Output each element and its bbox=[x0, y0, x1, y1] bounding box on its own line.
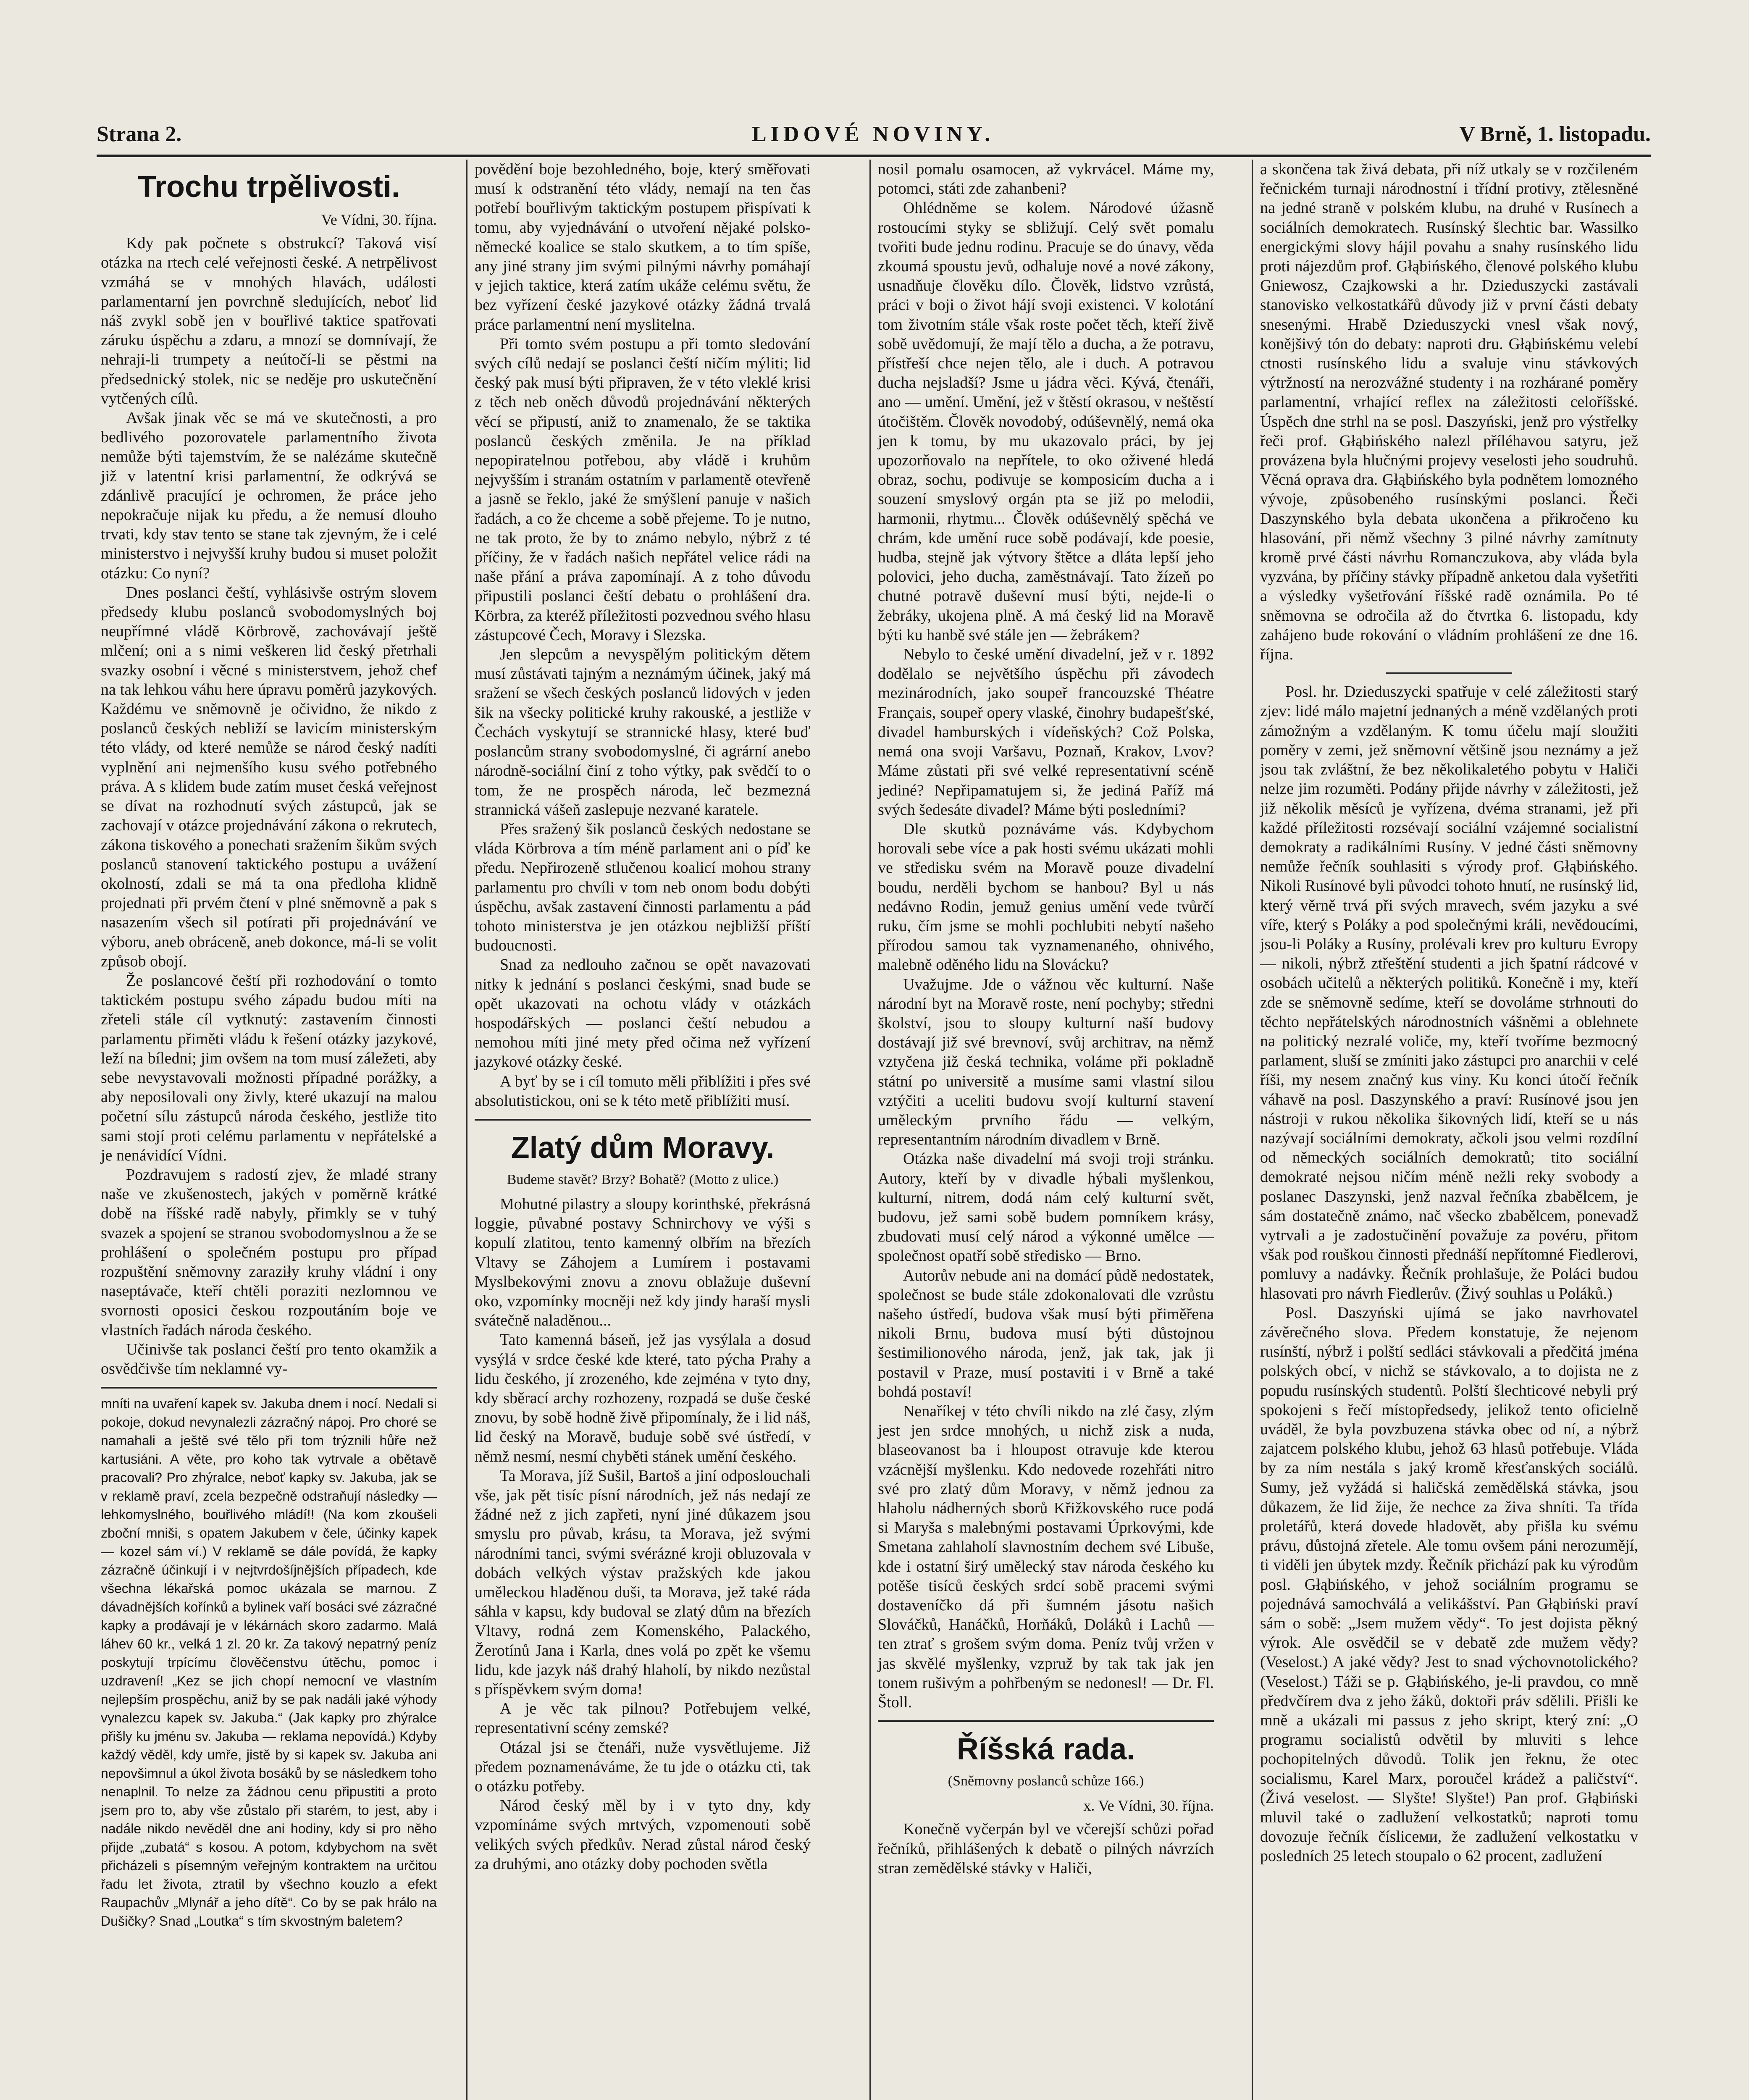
paragraph: Národ český měl by i v tyto dny, kdy vzpomínáme svých mrtvých, vzpomenouti sobě velikých svých předkův. Nerad zůstal národ český za druhými, ano otázky doby pochoden světla bbox=[475, 1797, 811, 1873]
column-3 bbox=[878, 160, 1214, 1878]
paragraph: Uvažujme. Jde o vážnou věc kulturní. Naše národní byt na Moravě roste, není pochyby; středni školství, jsou to sloupy kulturní naší budovy dostávají již své brevnoví, svůj architrav, na němž vztyčena již česká technika, voláme při pokladně státní po universitě a musíme sami vlastní silou vztýčiti a uceliti budovu svojí kulturní stavení uměleckým prvního řádu — velkým, representantním národním divadlem v Brně. bbox=[878, 975, 1214, 1149]
article-dateline: x. Ve Vídni, 30. října. bbox=[1083, 1797, 1214, 1814]
paragraph: Dnes poslanci čeští, vyhlásivše ostrým slovem předsedy klubu poslanců svobodomyslných boj neupřímné vládě Körbrově, zachovávají ještě mlčení; oni a s nimi veškeren lid český přetrhali svazky osobní i věcné s ministerstvem, jehož chef na tak lehkou váhu here úpravu poměrů jazykových. Každému ve sněmovně je očividno, že nikdo z poslanců českých nebliží se lavicím ministerským této vlády, od které nemůže se národ český nadíti vyplnění ani nejmenšího kusu svého potřebného práva. A s klidem bude zatím muset česká veřejnost se dívat na rozhodnutí svých zástupců, jak se zachovají v otázce projednávání zákona o rekrutech, zákona tiskového a ponechati sražením šikům svých poslanců stanovení taktického postupu a uvážení okolností, zdali se má ta ona předloha klidně projednati při prvém čtení v plné sněmovně a pak s nasazením všech sil potírati při projednávání ve výboru, aneb obráceně, aneb dokonce, má-li se volit způsob obojí. bbox=[101, 583, 437, 970]
column-rule bbox=[466, 160, 467, 2100]
column-rule bbox=[869, 160, 871, 2100]
section-divider bbox=[878, 1720, 1214, 1722]
page-header bbox=[97, 122, 1651, 155]
paragraph: Učinivše tak poslanci čeští pro tento okamžik a osvědčivše tím neklamné vy- bbox=[101, 1340, 437, 1378]
page-number: Strana 2. bbox=[97, 122, 182, 146]
paragraph: Posl. hr. Dzieduszycki spatřuje v celé záležitosti starý zjev: lidé málo majetní jednaných a méně vzdělaných proti zámožným a vzdělaným. K tomu účelu mají sloužiti poměry v zemi, jež sněmovní většině jsou neznámy a jež jsou tak zvláštní, že bez několikaletého pobytu v Haliči nelze jim rozuměti. Podány přijde návrhy v záležitosti, jež již několik měsíců je vyřízena, dvéma stranami, jež při každé příležitosti rozsévají sociální vzájemné socialistní demokraty a radikálními Rusíny. V jedné části sněmovny nemůže řečník souhlasiti s výrody prof. Głąbińského. Nikoli Rusínové byli původci tohoto hnutí, ne rusínský lid, který věrně trvá při svých mravech, svém jazyku a své víře, který s Poláky a pod společnými králi, nevědoucími, jsou-li Poláky a Rusíny, prolévali krev pro kulturu Evropy — nikoli, nýbrž ztřeštění studenti a jich špatní rádcové v osobách učitelů a některých politiků. Konečně i my, kteří zde se sněmovně sedíme, kteří se dovoláme strhnouti do těchto nepřátelských národnostních vášněmi a oblehnete na politický nezralé voliče, my, kteří tvoříme bezmocný parlament, sluší se zmíniti jako zástupci pro anarchii v celé říši, my nesem značný kus viny. Ku konci útočí řečník váhavě na posl. Daszynského a praví: Rusínové jsou jen nástroji v rukou několika šikovných lidí, kteří se u nás nazývají sociálními demokraty, ačkoli jsou velmi rozdílní od německých sociálních demokratů; tito sociální demokraté nejsou ničím méně nežli reky svobody a poslanec Daszynski, jenž nazval řečníka zbabělcem, je sám dostatečně známo, nač všecko zbabělcem, ponevadž vytrvali a je zadostučinění považuje za povéru, přitom však pod rouškou činnosti přednáší nepřítomné Fiedlerovi, pomluvy a nadávky. Řečník prohlašuje, že Poláci budou hlasovati pro návrh Fiedlerův. (Živý souhlas u Poláků.) bbox=[1260, 683, 1638, 1302]
column-rule bbox=[1252, 160, 1253, 2100]
paragraph: a skončena tak živá debata, při níž utkaly se v rozčileném řečnickém turnaji národnostní i třídní protivy, ztělesněné na jedné straně v polském klubu, na druhé v Rusínech a sociálních demokratech. Rusínský šlechtic bar. Wassilko energickými slovy hájil povahu a snahy rusínského lidu proti nájezdům prof. Głąbińského, členové polského klubu Gniewosz, Czajkowski a hr. Dzieduszycki zastávali stanovisko velkostatkářů důvody již v první části debaty snesenými. Hrabě Dzieduszycki vnesl však nový, konějšivý tón do debaty: naproti dru. Głąbińskému velebí ctnosti rusínského lidu a svaluje vinu stávkových výtržností na nerozvážné studenty i na rozhárané poměry parlamentní, vrhající reflex na záležitosti celoříšské. Úspěch dne strhl na se posl. Daszyński, jenž pro výstřelky řeči prof. Głąbińského nalezl příléhavou satyru, jež provázena byla hlučnými projevy veselosti jeho soudruhů. Věcná oprava dra. Głąbińského byla podnětem lomozného vývoje, způsobeného rusínskými poslanci. Řeči Daszynského byla debata ukončena a přikročeno ku hlasování, při němž všechny 3 pilné návrhy zamítnuty kromě prvé části návrhu Romanczukova, aby vláda byla vyzvána, by příčiny stávky případně anketou dala vyšetřiti a výsledky vyšetřování říšské radě oznámila. Po té sněmovna se odročila až do čtvrtka 6. listopadu, kdy zahájeno bude rokování o vládním prohlášení ze dne 16. října. bbox=[1260, 160, 1638, 664]
paragraph: Autorův nebude ani na domácí půdě nedostatek, společnost se bude stále zdokonalovati dle vzrůstu našeho ústředí, budova však musí býti přiměřena nikoli Brnu, budova musí býti důstojnou šestimilionového národa, jenž, jak tak, jak ji postavil v Praze, musí postaviti i v Brně a také bohdá postaví! bbox=[878, 1266, 1214, 1401]
paragraph: Při tomto svém postupu a při tomto sledování svých cílů nedají se poslanci čeští ničím mýliti; lid český pak musí býti připraven, že v této vleklé krisi z těch neb oněch důvodů projednávání některých věcí se připustí, aniž to znamenalo, že se taktika poslanců českých změnila. Je na příklad nepopiratelnou potřebou, aby vládě i kruhům nejvyšším i stranám ostatním v parlamentě otevřeně a jasně se řeklo, jaké že smýšlení panuje v našich řadách, a co že chceme a sobě přejeme. To je nutno, ne tak proto, že by to známo nebylo, nýbrž z té příčiny, že v řadách našich nepřátel velice rádi na naše přání a práva zapomínají. A z toho důvodu připustili poslanci čeští debatu o prohlášení dra. Körbra, za kteréž příležitosti pozvednou svého hlasu zástupcové Čech, Moravy i Slezska. bbox=[475, 335, 811, 644]
paragraph: Kdy pak počnete s obstrukcí? Taková visí otázka na rtech celé veřejnosti české. A netrpělivost vzmáhá se v mnohých hlavách, události parlamentarní jen povrchně sledujících, neboť lid náš zvykl sobě jen v bouřlivé taktice spatřovati záruku úspěchu a zdaru, a mnozí se domnívají, že nehraji-li trumpety a neútočí-li se pěstmi na předsednický stolek, nic se neděje pro uskutečnění vytčených cílů. bbox=[101, 234, 437, 407]
article-dateline: Ve Vídni, 30. října. bbox=[321, 211, 437, 228]
article-title: Říšská rada. bbox=[956, 1732, 1135, 1767]
article-subtitle: Budeme stavět? Brzy? Bohatě? (Motto z ulice.) bbox=[507, 1171, 779, 1187]
paragraph: Ta Morava, jíž Sušil, Bartoš a jiní odposlouchali vše, jak pět tisíc písní národních, jež nás nedají ze žádné než z jich zapřeti, nyní jiné důkazem jsou smyslu pro půvab, krásu, ta Morava, jež svými národními tanci, svými svérázné kroji obluzovala v dobách velkých výstav pražských kde jakou uměleckou hladěnou duši, ta Morava, jež také ráda sáhla v kapsu, kdy budoval se zlatý dům na březích Vltavy, rodná zem Komenského, Palackého, Žerotínů Jana i Karla, dnes volá po zpět ke všemu lidu, kde jazyk náš drahý hlaholí, by nikdo nezůstal s příspěvkem svým doma! bbox=[475, 1467, 811, 1698]
column-2 bbox=[475, 160, 811, 1874]
paragraph: Otázal jsi se čtenáři, nuže vysvětlujeme. Již předem poznamenáváme, že tu jde o otázku cti, tak o otázku potřeby. bbox=[475, 1738, 811, 1796]
column-4 bbox=[1260, 160, 1638, 1866]
paragraph: Otázka naše divadelní má svoji troji stránku. Autory, kteří by v divadle hýbali myšlenkou, kulturní, nitrem, dodá nám celý kulturní svět, budovu, jež sami sobě budem pomníkem krásy, zbudovati musí celý národ a výkonné umělce — společnost opatří sobě středisko — Brno. bbox=[878, 1150, 1214, 1265]
paragraph: Nenaříkej v této chvíli nikdo na zlé časy, zlým jest jen srdce mnohých, u nichž zisk a nuda, blaseovanost ba i hloupost otravuje kde kterou vzácnější myšlenku. Kdo nedovede rozehřáti nitro své pro zlatý dům Moravy, v němž jednou za hlaholu nádherných sborů Křižkovského ruce podá si Maryša s malebnými postavami Úprkovými, kde Smetana zahlaholí slavnostním dechem své Libuše, kde i ostatní širý umělecký stav národa českého ku potěše tisíců českých srdcí sobě pracemi svými dostaveníčko dá při šumném jásotu našich Slováčků, Hanáčků, Horňáků, Doláků i Lachů — ten ztrať s grošem svým doma. Peníz tvůj vržen v jas skvělé myšlenky, vzpruž by tak tak jak jen tonem rušivým a pohřbeným se nedonesl! — Dr. Fl. Štoll. bbox=[878, 1402, 1214, 1712]
feuilleton-text: mníti na uvaření kapek sv. Jakuba dnem i nocí. Nedali si pokoje, dokud nevynalezli zázračný nápoj. Pro choré se namahali a ještě své tělo při tom trýznili hůře než kartusiáni. A věte, pro koho tak vytrvale a obětavě pracovali? Pro zhýralce, neboť kapky sv. Jakuba, jak se v reklamě praví, zcela bezpečně odstraňují následky — lehkomyslného, bouřlivého mládí!! (Na kom zkoušeli zboční mniši, s opatem Jakubem v čele, účinky kapek — kozel sám ví.) V reklamě se dále povídá, že kapky zázračně účinkují i v nejtvrdošíjnějších případech, kde všechna lékařská pomoc ukázala se marnou. Z dávadnějších kořínků a bylinek vaří bosáci své zázračné kapky a prodávají je v lékárnách skoro zadarmo. Malá láhev 60 kr., velká 1 zl. 20 kr. Za takový nepatrný peníz poskytují trpícímu člověčenstvu útěchu, pomoc i uzdravení! „Kez se jich chopí nemocní ve vlastním nejlepším prospěchu, aniž by se pak nadáli jaké výhody vynalezcu kapek sv. Jakuba.“ (Jak kapky pro zhýralce přišly ku jménu sv. Jakuba — reklama nepovídá.) Kdyby každý věděl, kdy umře, jistě by si kapek sv. Jakuba ani nepovšimnul a úkol života bosáků by se následkem toho nenaplnil. To nelze za žádnou cenu připustiti a proto jsem pro to, aby vše zůstalo při starém, to jest, aby i nadále nikdo nevěděl dne ani hodiny, kdy si pro něho přijde „zubatá“ s kosou. A potom, kdybychom na svět přicházeli s písemným veřejným kontraktem na určitou řadu let života, ztratil by všechno kouzlo a efekt Raupachův „Mlynář a jeho dítě“. Co by se pak hrálo na Dušičky? Snad „Loutka“ s tím skvostným baletem? bbox=[101, 1396, 437, 1929]
paragraph: Jen slepcům a nevyspělým politickým dětem musí zůstávati tajným a neznámým účinek, jaký má sražení se všech českých poslanců lidových v jeden šik na všecky politické kruhy rakouské, a jestliže v Čechách vyskytují se strannické hlasy, které buď poslancům strany svobodomyslné, či agrární anebo národně-sociální činí z toho výtky, pak svědčí to o tom, že ne prospěch národa, leč bezmezná strannická vášeň zaslepuje nezvané karatele. bbox=[475, 646, 811, 819]
paragraph: Konečně vyčerpán byl ve včerejší schůzi pořad řečníků, přihlášených k debatě o pilných návrzích stran zemědělské stávky v Haliči, bbox=[878, 1820, 1214, 1877]
paragraph: Přes sražený šik poslanců českých nedostane se vláda Körbrova a tím méně parlament ani o píď ke předu. Nepřirozeně stlučenou koalicí mohou strany parlamentu pro chvíli v tom neb onom bodu dobýti úspěchu, avšak zastavení činnosti parlamentu a pád tohoto ministerstva je jen otázkou nejbližší příští budoucnosti. bbox=[475, 820, 811, 955]
masthead: LIDOVÉ NOVINY. bbox=[752, 122, 995, 146]
paragraph: Mohutné pilastry a sloupy korinthské, překrásná loggie, půvabné postavy Schnirchovy ve výši s kopulí zlatitou, tento kamenný olbřím na březích Vltavy se Záhojem a Lumírem i postavami Myslbekovými znovu a znovu oblažuje duševní oko, vzpomínky mocněji než kdy jindy haraší mysli svátečně naladěnou... bbox=[475, 1195, 811, 1330]
header-rule bbox=[97, 155, 1651, 157]
paragraph: Nebylo to české umění divadelní, jež v r. 1892 dodělalo se největšího úspěchu při závodech mezinárodních, jako soupeř francouzské Théatre Français, soupeř opery vlaské, činohry budapešťské, divadel hamburských i vídeňských? Což Polska, nemá ona svoji Varšavu, Poznaň, Krakov, Lvov? Máme zůstati při své velké representativní scéně jediné? Nepřipamatujem si, že jediná Paříž má svých šedesáte divadel? Máme býti posledními? bbox=[878, 646, 1214, 819]
short-divider bbox=[1386, 672, 1512, 674]
paragraph: nosil pomalu osamocen, až vykrvácel. Máme my, potomci, státi zde zahanbeni? bbox=[878, 160, 1214, 198]
section-divider bbox=[475, 1119, 811, 1121]
paragraph: Avšak jinak věc se má ve skutečnosti, a pro bedlivého pozorovatele parlamentního života nemůže býti tajemstvím, že se nalézáme skutečně již v latentní krisi parlamentní, že odkrývá se zdánlivě pracující je ochromen, že práce jeho nepokračuje nijak ku předu, a že nemusí dlouho trvati, kdy stav tento se stane tak zjevným, že i celé ministerstvo i nejvyšší kruhy budou si muset položit otázku: Co nyní? bbox=[101, 409, 437, 582]
paragraph: Posl. Daszyński ujímá se jako navrhovatel závěrečného slova. Předem konstatuje, že nejenom rusínští, nýbrž i polští sedláci stávkovali a předčitá jména polských obcí, v nichž se stávkovalo, a to dojista ne z popudu rusínských studentů. Polští šlechticové nebyli prý spokojeni s řečí místopředsedy, jelikož tento oficielně uváděl, že byla povzbuzena stávka obec od ní, a nýbrž zajatcem polského klubu, jehož 63 hlasů potřebuje. Vláda by za ním nestála s jaký kromě křesťanských sociálů. Sumy, jež vyžádá si haličská zemědělská stávka, jsou důkazem, že lid žije, že nechce za živa shníti. Ta třída proletářů, která dovede hladovět, aby přišla ku svému právu, důstojná zřetele. Ale tomu ovšem páni nerozumějí, ti viděli jen úbytek mzdy. Řečník přichází pak ku výrodům posl. Głąbińského, v jehož sociálním programu se pojednává samochválá a velikášství. Pan Głąbiński praví sám o sobě: „Jsem mužem vědy“. To jest dojista pěkný výrok. Ale osvědčil se v debatě zde mužem vědy? (Veselost.) A jaké vědy? Jest to snad výchovnotolického? (Veselost.) Táži se p. Głąbińského, je-li pravdou, co mně předvčírem dva z jeho žáků, doktoři práv sdělili. Přišli ke mně a ukázali mi passus z jeho skript, který zní: „O programu socialistů odvětil by mluviti s lehce pochopitelných důvodů. Tolik jen řeknu, že otec socialismu, Karel Marx, poroučel krádež a paličství“. (Živá veselost. — Slyšte! Slyšte!) Pan prof. Głąbiński mluvil také o zadlužení velkostatků; naproti tomu dovozuje řečník čísliceми, že zadlužení velkostatku v posledních 25 letech stoupalo o 62 procent, zadlužení bbox=[1260, 1304, 1638, 1865]
paragraph: A byť by se i cíl tomuto měli přiblížiti i přes své absolutistickou, oni se k této metě přiblížiti musí. bbox=[475, 1072, 811, 1110]
paragraph: Dle skutků poznáváme vás. Kdybychom horovali sebe více a pak hosti svému ukázati mohli ve středisku svém na Moravě pouze divadelní boudu, nerděli bychom se hanbou? Byl u nás nedávno Rodin, jemuž genius umění vede tvůrčí ruku, čím jsme se mohli pochlubiti nebytí našeho přírodou samou tak vyznamenaného, ohnivého, malebně oděného lidu na Slovácku? bbox=[878, 820, 1214, 974]
paragraph: A je věc tak pilnou? Potřebujem velké, representativní scény zemské? bbox=[475, 1700, 811, 1737]
section-divider bbox=[101, 1387, 437, 1389]
paragraph: Tato kamenná báseň, jež jas vysýlala a dosud vysýlá v srdce české kde které, tato pýcha Prahy a lidu českého, jí zrozeného, kde zejména v tyto dny, kdy sběrací archy rozhozeny, rozpadá se duše české znovu, by sobě hodně živě připomínaly, že i lid náš, lid český na Moravě, buduje sobě své ústředí, v němž nesmí, nesmí chyběti stánek umění českého. bbox=[475, 1331, 811, 1465]
article-subtitle: (Sněmovny poslanců schůze 166.) bbox=[948, 1773, 1144, 1789]
column-1 bbox=[101, 160, 437, 1930]
paragraph: Ohlédněme se kolem. Národové úžasně rostoucími styky se sbližují. Celý svět pomalu tvořiti bude jednu rodinu. Pracuje se do únavy, věda zkoumá spoustu jevů, odhaluje nové a nové zákony, usnadňuje člověku dílo. Člověk, lidstvo vzrůstá, práci v boji o život hájí svoji existenci. V kolotání tom životním stále však roste počet těch, kteří živě sobě uvědomují, že mají tělo a ducha, a že potravu, přístřeší chce nejen tělo, ale i duch. A potravou ducha nejsladší? Jsme u jádra věci. Kývá, čtenáři, ano — umění. Umění, jež v štěstí okrasou, v neštěstí útočištěm. Člověk novodobý, odúševnělý, nemá oka jen k tomu, by mu ukazovalo práci, by jej upozorňovalo na nepřítele, to oko oživené hledá obraz, sochu, podivuje se komposicím ducha a i souzení smyslový orgán pta se již po melodii, harmonii, rhytmu... Člověk odúševnělý spěchá ve chrám, kde umění ruce sobě podávají, kde poesie, hudba, stejně jak výtvory štětce a dláta lepší jeho polovici, jeho ducha, zaměstnávají. Tato žízeň po chutné potravě duševní musí býti, nejde-li o žebráky, ukojena plně. A má český lid na Moravě býti ku hanbě své stále jen — žebrákem? bbox=[878, 199, 1214, 644]
paragraph: Že poslancové čeští při rozhodování o tomto taktickém postupu svého západu budou míti na zřeteli stále cíl vytknutý: zastavením činnosti parlamentu přiměti vládu k řešení otázky jazykové, leží na bíledni; jim ovšem na tom musí záležeti, aby sebe nevystavovali možnosti případné porážky, a aby neposilovali ony živly, které ukazují na malou početní sílu zástupců národa českého, jestliže tito sami stojí proti celému parlamentu v nepřátelské a je nenávidící Vídni. bbox=[101, 971, 437, 1164]
paragraph: povědění boje bezohledného, boje, který směřovati musí k odstranění této vlády, nemají na ten čas potřebí bouřlivým taktickým postupem přispívati k tomu, aby vyjednávání o utvoření nějaké polsko-německé koalice se stalo skutkem, a to tím spíše, any jiné strany jim svými pilnými návrhy pomáhají v jejich taktice, která zatím ukáže celému světu, že bez vyřízení české jazykové otázky žádná trvalá práce parlamentní není myslitelna. bbox=[475, 160, 811, 333]
paragraph: Snad za nedlouho začnou se opět navazovati nitky k jednání s poslanci českými, snad bude se opět ukazovati na ochotu vlády v otázkách hospodářských — poslanci čeští nebudou a nemohou míti jiné mety před očima než vyřízení jazykové otázky české. bbox=[475, 956, 811, 1071]
article-title: Zlatý dům Moravy. bbox=[511, 1131, 775, 1165]
article-title: Trochu trpělivosti. bbox=[137, 170, 400, 204]
paragraph: Pozdravujem s radostí zjev, že mladé strany naše ve zkušenostech, jakých v poměrně krátké době na říšské radě nabyly, přimkly se v tuhý svazek a spojení se stranou svobodomyslnou a že se prohlášení o společném postupu pro případ rozpuštění sněmovny zaraziły kruhy vládní i ony naseptávače, kteří chtěli poraziti nezlomnou ve svornosti oposici českou rozpoutáním boje ve vlastních řadách národa českého. bbox=[101, 1166, 437, 1339]
issue-date: V Brně, 1. listopadu. bbox=[1459, 122, 1651, 146]
